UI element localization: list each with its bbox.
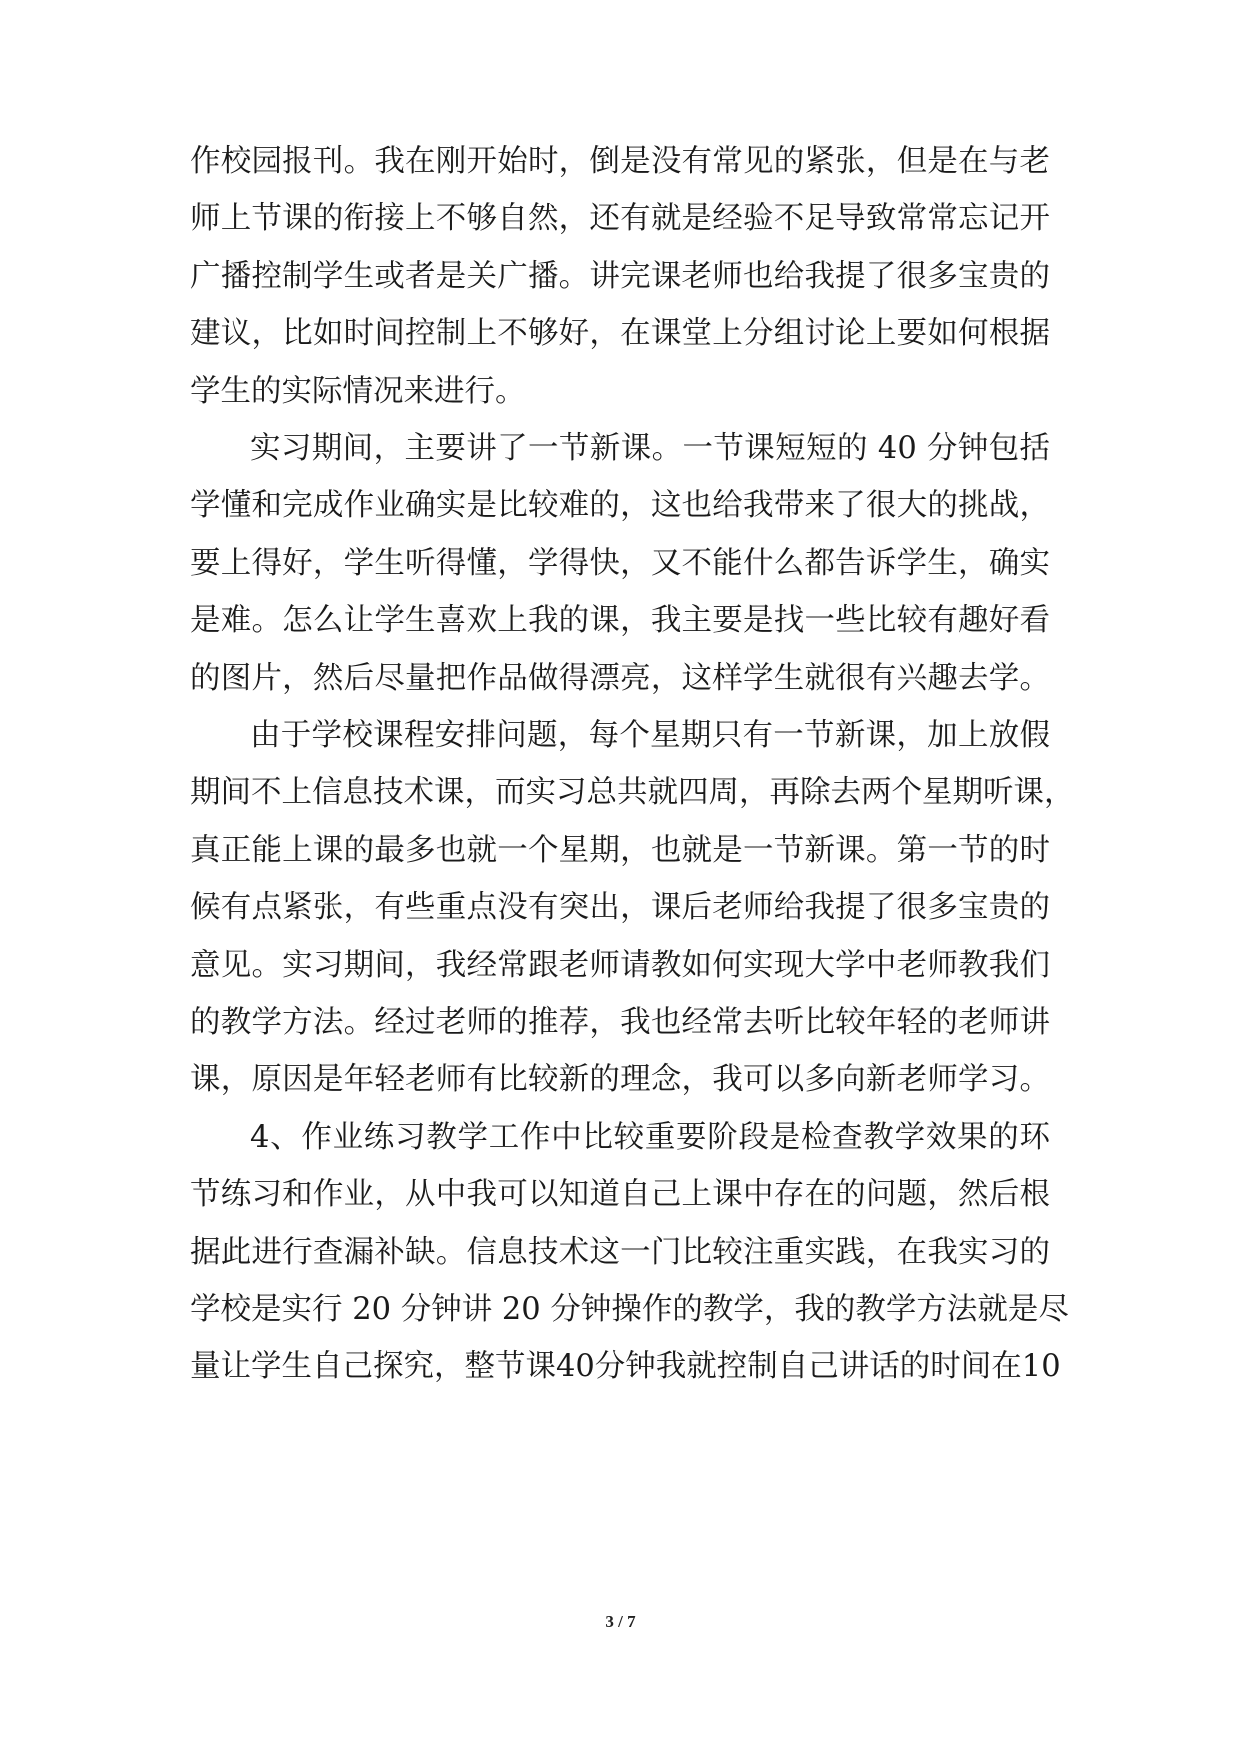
text-line: 学懂和完成作业确实是比较难的，这也给我带来了很大的挑战， (190, 488, 1050, 523)
text-line: 据此进行查漏补缺。信息技术这一门比较注重实践，在我实习的 (190, 1235, 1050, 1270)
text-line: 量让学生自己探究，整节课40分钟我就控制自己讲话的时间在10 (190, 1349, 1061, 1384)
text-line: 课，原因是年轻老师有比较新的理念，我可以多向新老师学习。 (190, 1062, 1050, 1097)
text-line: 师上节课的衔接上不够自然，还有就是经验不足导致常常忘记开 (190, 201, 1050, 236)
text-line: 的图片，然后尽量把作品做得漂亮，这样学生就很有兴趣去学。 (190, 661, 1050, 696)
text-line: 候有点紧张，有些重点没有突出，课后老师给我提了很多宝贵的 (190, 890, 1050, 925)
text-line: 真正能上课的最多也就一个星期，也就是一节新课。第一节的时 (190, 833, 1050, 868)
text-line: 实习期间，主要讲了一节新课。一节课短短的 40 分钟包括 (250, 431, 1050, 466)
page-number: 3 / 7 (605, 1612, 636, 1631)
text-line: 作校园报刊。我在刚开始时，倒是没有常见的紧张，但是在与老 (190, 144, 1050, 179)
text-line: 节练习和作业，从中我可以知道自己上课中存在的问题，然后根 (190, 1177, 1050, 1212)
text-line: 广播控制学生或者是关广播。讲完课老师也给我提了很多宝贵的 (190, 259, 1050, 294)
text-line: 由于学校课程安排问题，每个星期只有一节新课，加上放假 (250, 718, 1050, 753)
text-line: 的教学方法。经过老师的推荐，我也经常去听比较年轻的老师讲 (190, 1005, 1050, 1040)
text-line: 是难。怎么让学生喜欢上我的课，我主要是找一些比较有趣好看 (190, 603, 1050, 638)
text-line: 意见。实习期间，我经常跟老师请教如何实现大学中老师教我们 (190, 948, 1050, 983)
text-line: 学生的实际情况来进行。 (190, 374, 526, 409)
text-line: 学校是实行 20 分钟讲 20 分钟操作的教学，我的教学方法就是尽 (190, 1292, 1069, 1327)
text-line: 要上得好，学生听得懂，学得快，又不能什么都告诉学生，确实 (190, 546, 1050, 581)
text-line: 建议，比如时间控制上不够好，在课堂上分组讨论上要如何根据 (190, 316, 1050, 351)
text-line: 4、作业练习教学工作中比较重要阶段是检查教学效果的环 (250, 1120, 1050, 1155)
text-line: 期间不上信息技术课，而实习总共就四周，再除去两个星期听课， (190, 775, 1075, 810)
